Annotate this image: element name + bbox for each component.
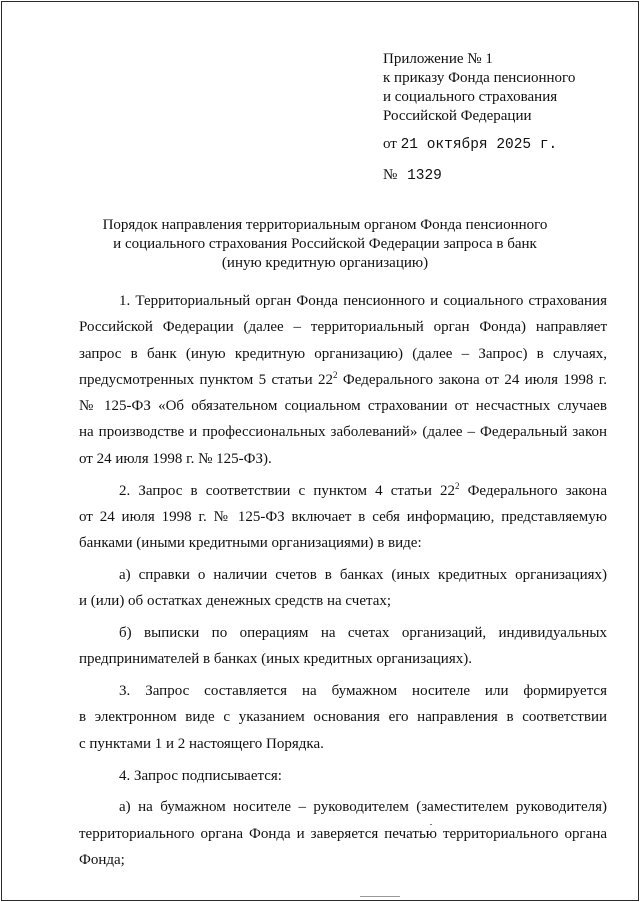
annex-line: к приказу Фонда пенсионного xyxy=(383,70,576,86)
text-line xyxy=(79,367,607,393)
superscript: 2 xyxy=(333,369,338,380)
document-body xyxy=(79,288,607,879)
paragraph-2a xyxy=(79,562,607,615)
document-title xyxy=(60,216,590,273)
paragraph-2b xyxy=(79,620,607,673)
title-line: (иную кредитную организацию) xyxy=(221,255,429,271)
text-line: от 24 июля 1998 г. № 125-ФЗ включает в себя информацию, представляемую xyxy=(79,508,607,525)
order-number xyxy=(383,167,442,184)
text-line: запрос в банк (иную кредитную организацию) (далее – Запрос) в случаях, xyxy=(79,345,607,362)
text-line: Фонда; xyxy=(79,851,125,868)
text-line: с пунктами 1 и 2 настоящего Порядка. xyxy=(79,735,324,752)
text-fragment: предусмотренных пунктом 5 статьи 22 xyxy=(79,371,334,388)
order-date xyxy=(383,136,557,153)
text-line: и (или) об остатках денежных средств на счетах; xyxy=(79,593,392,610)
paragraph-4a xyxy=(79,794,607,873)
paragraph-1 xyxy=(79,288,607,472)
paragraph-3 xyxy=(79,678,607,757)
text-line: 3. Запрос составляется на бумажном носителе или формируется xyxy=(119,683,607,700)
order-date-prefix: от xyxy=(383,136,397,152)
text-line: 1. Территориальный орган Фонда пенсионного и социального страхования xyxy=(119,293,607,309)
text-line: Российской Федерации (далее – территориальный орган Фонда) направляет xyxy=(79,319,607,336)
title-line: и социального страхования Российской Федерации запроса в банк xyxy=(113,236,537,252)
paragraph-4 xyxy=(79,763,607,789)
text-line: а) справки о наличии счетов в банках (иных кредитных организациях) xyxy=(119,566,607,583)
superscript: 2 xyxy=(454,480,460,491)
paragraph-2 xyxy=(79,478,607,557)
annex-line: и социального страхования xyxy=(383,89,558,105)
text-fragment: Федерального закона от 24 июля 1998 г. xyxy=(337,371,607,388)
annex-line: Российской Федерации xyxy=(383,108,532,124)
text-line: б) выписки по операциям на счетах организаций, индивидуальных xyxy=(119,625,607,642)
order-date-value: 21 октября 2025 г. xyxy=(400,137,558,153)
text-line: № 125-ФЗ «Об обязательном социальном страховании от несчастных случаев xyxy=(79,398,607,415)
text-line: банками (иными кредитными организациями) в виде: xyxy=(79,535,422,552)
text-fragment: Федерального закона xyxy=(459,482,607,499)
text-line: 4. Запрос подписывается: xyxy=(119,767,282,784)
title-line: Порядок направления территориальным органом Фонда пенсионного xyxy=(102,217,548,233)
text-line xyxy=(79,478,607,504)
text-line: от 24 июля 1998 г. № 125-ФЗ). xyxy=(79,450,272,467)
scan-speck xyxy=(360,896,400,897)
order-number-prefix: № xyxy=(383,167,398,183)
annex-line: Приложение № 1 xyxy=(383,51,493,67)
text-line: территориального органа Фонда и заверяется печатью территориального органа xyxy=(79,825,607,842)
scan-speck xyxy=(430,824,432,825)
order-number-value: 1329 xyxy=(407,168,442,184)
text-line: предпринимателей в банках (иных кредитных организациях). xyxy=(79,651,472,668)
annex-block xyxy=(383,50,575,126)
text-line: на производстве и профессиональных заболеваний» (далее – Федеральный закон xyxy=(79,424,607,441)
text-line: а) на бумажном носителе – руководителем (заместителем руководителя) xyxy=(119,799,607,816)
text-line: в электронном виде с указанием основания его направления в соответствии xyxy=(79,709,607,726)
text-fragment: 2. Запрос в соответствии с пунктом 4 статьи 22 xyxy=(119,482,455,499)
